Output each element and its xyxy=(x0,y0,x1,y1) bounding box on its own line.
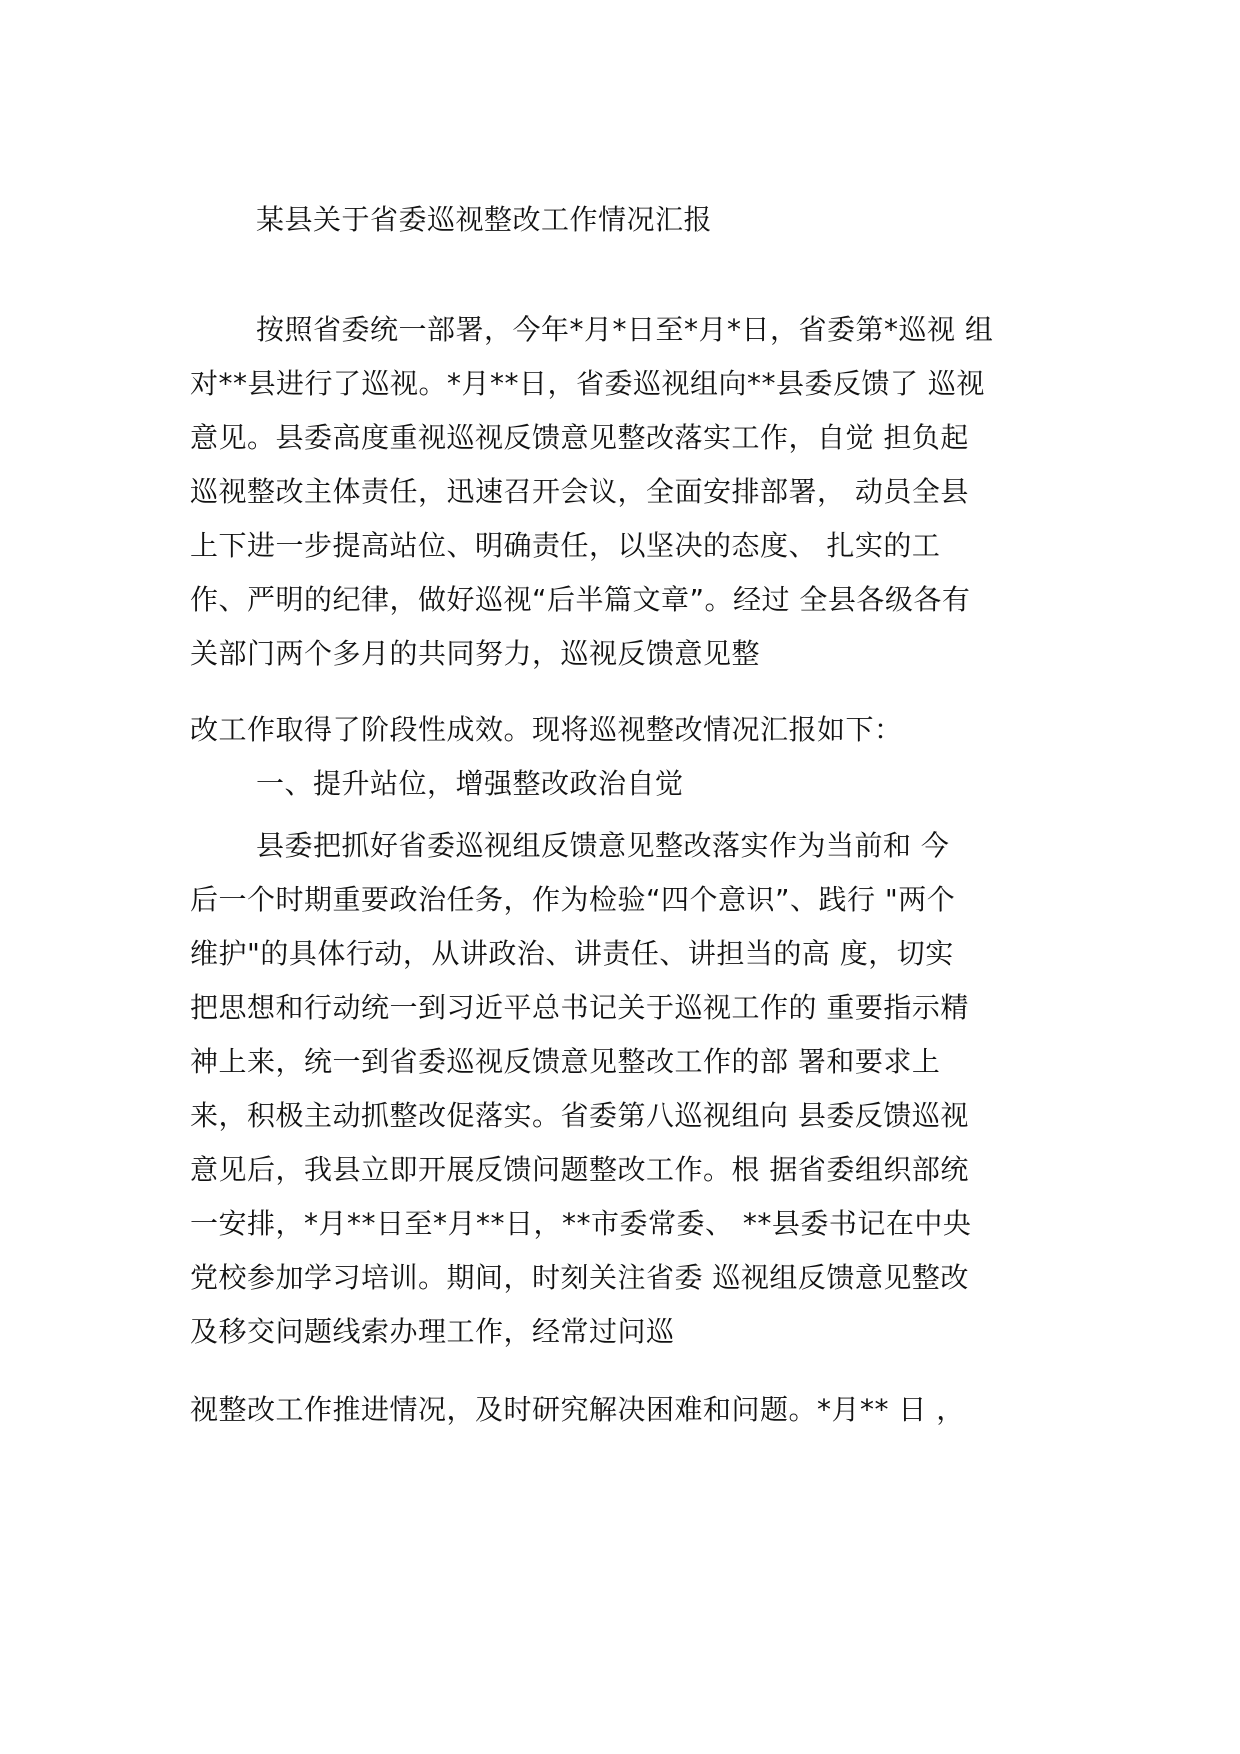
paragraph-2-line-9: 党校参加学习培训。期间，时刻关注省委 巡视组反馈意见整改 xyxy=(190,1261,969,1294)
section-heading-1: 一、提升站位，增强整改政治自觉 xyxy=(256,767,684,800)
paragraph-1-line-4: 巡视整改主体责任，迅速召开会议，全面安排部署， 动员全县 xyxy=(190,475,969,508)
paragraph-1-line-3: 意见。县委高度重视巡视反馈意见整改落实工作，自觉 担负起 xyxy=(190,421,969,454)
paragraph-2-line-2: 后一个时期重要政治任务，作为检验“四个意识”、践行 "两个 xyxy=(190,883,956,916)
paragraph-2-line-5: 神上来，统一到省委巡视反馈意见整改工作的部 署和要求上 xyxy=(190,1045,941,1078)
paragraph-2-line-3: 维护"的具体行动，从讲政治、讲责任、讲担当的高 度，切实 xyxy=(190,937,954,970)
page-title: 某县关于省委巡视整改工作情况汇报 xyxy=(256,203,713,236)
paragraph-1-line-7: 关部门两个多月的共同努力，巡视反馈意见整 xyxy=(190,637,761,670)
paragraph-1-line-1: 按照省委统一部署，今年*月*日至*月*日，省委第*巡视 组 xyxy=(256,313,994,346)
paragraph-1-line-5: 上下进一步提高站位、明确责任，以坚决的态度、 扎实的工 xyxy=(190,529,941,562)
paragraph-1-line-2: 对**县进行了巡视。*月**日，省委巡视组向**县委反馈了 巡视 xyxy=(190,367,985,400)
paragraph-1-continuation: 改工作取得了阶段性成效。现将巡视整改情况汇报如下： xyxy=(190,713,903,746)
paragraph-2-line-6: 来，积极主动抓整改促落实。省委第八巡视组向 县委反馈巡视 xyxy=(190,1099,969,1132)
paragraph-2-line-7: 意见后，我县立即开展反馈问题整改工作。根 据省委组织部统 xyxy=(190,1153,969,1186)
paragraph-2-continuation: 视整改工作推进情况，及时研究解决困难和问题。*月** 日 ， xyxy=(190,1393,965,1426)
paragraph-1-line-6: 作、严明的纪律，做好巡视“后半篇文章”。经过 全县各级各有 xyxy=(190,583,971,616)
paragraph-2-line-8: 一安排，*月**日至*月**日，**市委常委、 **县委书记在中央 xyxy=(190,1207,972,1240)
paragraph-2-line-4: 把思想和行动统一到习近平总书记关于巡视工作的 重要指示精 xyxy=(190,991,969,1024)
paragraph-2-line-1: 县委把抓好省委巡视组反馈意见整改落实作为当前和 今 xyxy=(256,829,950,862)
paragraph-2-line-10: 及移交问题线索办理工作，经常过问巡 xyxy=(190,1315,675,1348)
